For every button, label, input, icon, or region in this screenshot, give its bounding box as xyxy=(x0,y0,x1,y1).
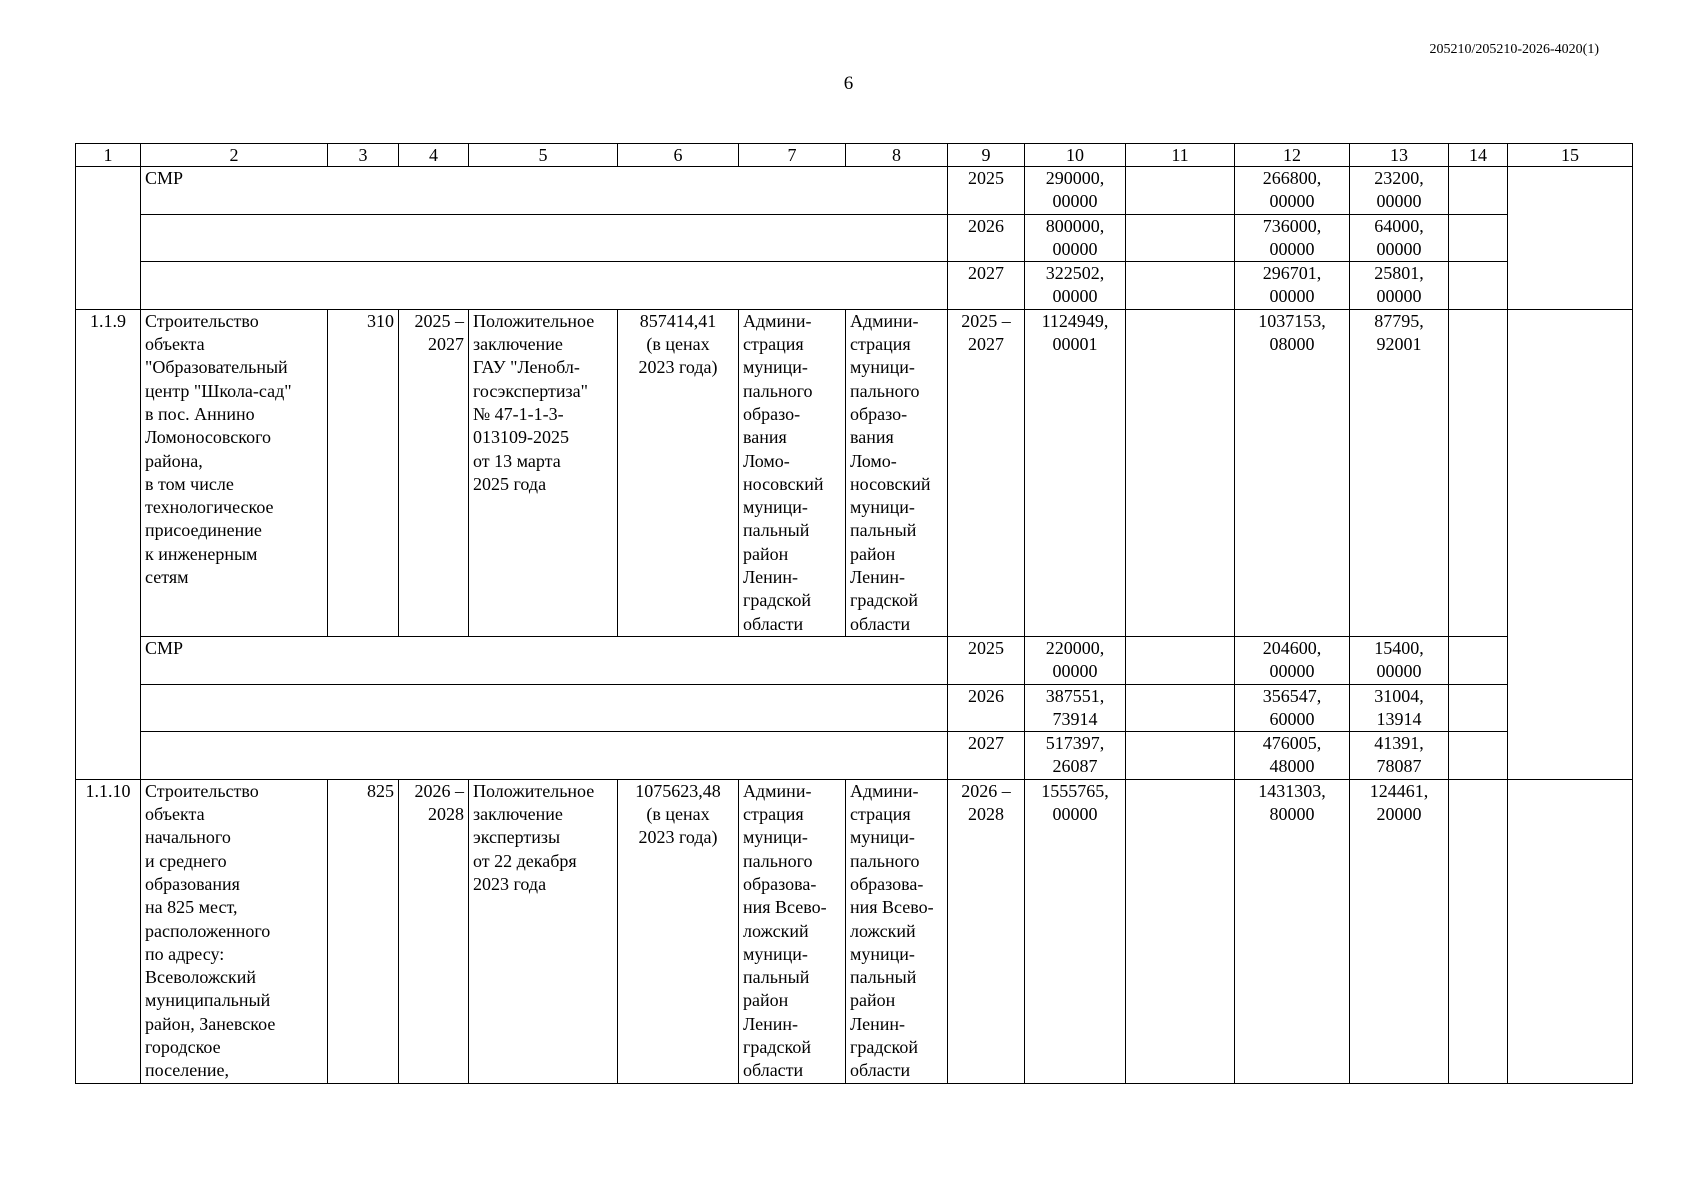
total-cell: 290000, 00000 xyxy=(1025,167,1126,215)
object-name: Строительство объекта начального и среднего образования на 825 мест, расположенного по адресу: Всеволожский муниципальный район, Заневское городское поселение, xyxy=(141,779,328,1083)
object-name: Строительство объекта "Образовательный центр "Школа-сад" в пос. Аннино Ломоносовского района, в том числе технологическое присоединение к инженерным сетям xyxy=(141,309,328,636)
column-number: 5 xyxy=(469,144,618,167)
total-cell: 800000, 00000 xyxy=(1025,214,1126,262)
local-cell: 41391, 78087 xyxy=(1350,732,1449,780)
regional-cell: 356547, 60000 xyxy=(1235,684,1350,732)
column-number: 9 xyxy=(948,144,1025,167)
empty-cell xyxy=(1126,779,1235,1083)
column-number: 11 xyxy=(1126,144,1235,167)
column-number: 4 xyxy=(399,144,469,167)
column-number-row xyxy=(76,144,1633,167)
total-cell: 322502, 00000 xyxy=(1025,262,1126,310)
local-cell: 25801, 00000 xyxy=(1350,262,1449,310)
smr-label: СМР xyxy=(141,636,948,684)
regional-cell: 204600, 00000 xyxy=(1235,636,1350,684)
total-cell: 220000, 00000 xyxy=(1025,636,1126,684)
total-cell: 387551, 73914 xyxy=(1025,684,1126,732)
column-number: 3 xyxy=(328,144,399,167)
empty-cell xyxy=(1449,309,1508,636)
item-number: 1.1.10 xyxy=(76,779,141,1083)
year-cell: 2026 xyxy=(948,214,1025,262)
total-cell: 1124949, 00001 xyxy=(1025,309,1126,636)
column-number: 1 xyxy=(76,144,141,167)
empty-cell xyxy=(1126,636,1235,684)
regional-cell: 1037153, 08000 xyxy=(1235,309,1350,636)
empty-cell xyxy=(1449,732,1508,780)
smr-row xyxy=(76,262,1633,310)
program-table xyxy=(75,143,1633,1084)
table-row-1-1-10 xyxy=(76,779,1633,1083)
table-row-1-1-9 xyxy=(76,309,1633,636)
empty-cell xyxy=(1508,779,1633,1083)
empty-cell xyxy=(141,732,948,780)
year-cell: 2027 xyxy=(948,732,1025,780)
smr-row xyxy=(76,732,1633,780)
period-cell: 2026 – 2028 xyxy=(399,779,469,1083)
empty-cell xyxy=(1449,214,1508,262)
column-number: 8 xyxy=(846,144,948,167)
total-cell: 1555765, 00000 xyxy=(1025,779,1126,1083)
local-cell: 64000, 00000 xyxy=(1350,214,1449,262)
regional-cell: 736000, 00000 xyxy=(1235,214,1350,262)
column-number: 7 xyxy=(739,144,846,167)
customer-cell: Админи- страция муници- пального образо- вания Ломо- носовский муници- пальный район Ленин- градской области xyxy=(739,309,846,636)
empty-cell xyxy=(1449,636,1508,684)
regional-cell: 1431303, 80000 xyxy=(1235,779,1350,1083)
estimated-cost: 857414,41 (в ценах 2023 года) xyxy=(618,309,739,636)
empty-cell xyxy=(1126,684,1235,732)
column-number: 15 xyxy=(1508,144,1633,167)
column-number: 12 xyxy=(1235,144,1350,167)
column-number: 6 xyxy=(618,144,739,167)
smr-row xyxy=(76,636,1633,684)
empty-cell xyxy=(1126,732,1235,780)
empty-cell xyxy=(141,684,948,732)
capacity-cell: 825 xyxy=(328,779,399,1083)
year-cell: 2026 xyxy=(948,684,1025,732)
expertise-document: Положительное заключение экспертизы от 22 декабря 2023 года xyxy=(469,779,618,1083)
item-number: 1.1.9 xyxy=(76,309,141,779)
smr-row xyxy=(76,214,1633,262)
empty-cell xyxy=(1449,167,1508,215)
empty-cell xyxy=(1126,214,1235,262)
regional-cell: 476005, 48000 xyxy=(1235,732,1350,780)
column-number: 13 xyxy=(1350,144,1449,167)
smr-row xyxy=(76,684,1633,732)
year-cell: 2025 xyxy=(948,636,1025,684)
document-id: 205210/205210-2026-4020(1) xyxy=(1429,42,1599,57)
years-cell: 2025 – 2027 xyxy=(948,309,1025,636)
empty-cell xyxy=(1449,262,1508,310)
regional-cell: 266800, 00000 xyxy=(1235,167,1350,215)
developer-cell: Админи- страция муници- пального образо- вания Ломо- носовский муници- пальный район Ленин- градской области xyxy=(846,309,948,636)
empty-cell xyxy=(141,262,948,310)
local-cell: 15400, 00000 xyxy=(1350,636,1449,684)
smr-row xyxy=(76,167,1633,215)
empty-cell xyxy=(1508,309,1633,779)
empty-cell xyxy=(1126,262,1235,310)
total-cell: 517397, 26087 xyxy=(1025,732,1126,780)
local-cell: 23200, 00000 xyxy=(1350,167,1449,215)
years-cell: 2026 – 2028 xyxy=(948,779,1025,1083)
customer-cell: Админи- страция муници- пального образова- ния Всево- ложский муници- пальный район Ленин- градской области xyxy=(739,779,846,1083)
local-cell: 124461, 20000 xyxy=(1350,779,1449,1083)
page-number: 6 xyxy=(843,73,854,94)
year-cell: 2025 xyxy=(948,167,1025,215)
column-number: 14 xyxy=(1449,144,1508,167)
capacity-cell: 310 xyxy=(328,309,399,636)
smr-label: СМР xyxy=(141,167,948,215)
empty-cell xyxy=(141,214,948,262)
period-cell: 2025 – 2027 xyxy=(399,309,469,636)
estimated-cost: 1075623,48 (в ценах 2023 года) xyxy=(618,779,739,1083)
empty-cell xyxy=(1508,167,1633,310)
developer-cell: Админи- страция муници- пального образова- ния Всево- ложский муници- пальный район Ленин- градской области xyxy=(846,779,948,1083)
empty-cell xyxy=(1126,309,1235,636)
empty-cell xyxy=(1449,779,1508,1083)
year-cell: 2027 xyxy=(948,262,1025,310)
empty-cell xyxy=(76,167,141,310)
empty-cell xyxy=(1126,167,1235,215)
expertise-document: Положительное заключение ГАУ "Ленобл- госэкспертиза" № 47-1-1-3- 013109-2025 от 13 марта 2025 года xyxy=(469,309,618,636)
local-cell: 87795, 92001 xyxy=(1350,309,1449,636)
column-number: 10 xyxy=(1025,144,1126,167)
empty-cell xyxy=(1449,684,1508,732)
local-cell: 31004, 13914 xyxy=(1350,684,1449,732)
column-number: 2 xyxy=(141,144,328,167)
regional-cell: 296701, 00000 xyxy=(1235,262,1350,310)
